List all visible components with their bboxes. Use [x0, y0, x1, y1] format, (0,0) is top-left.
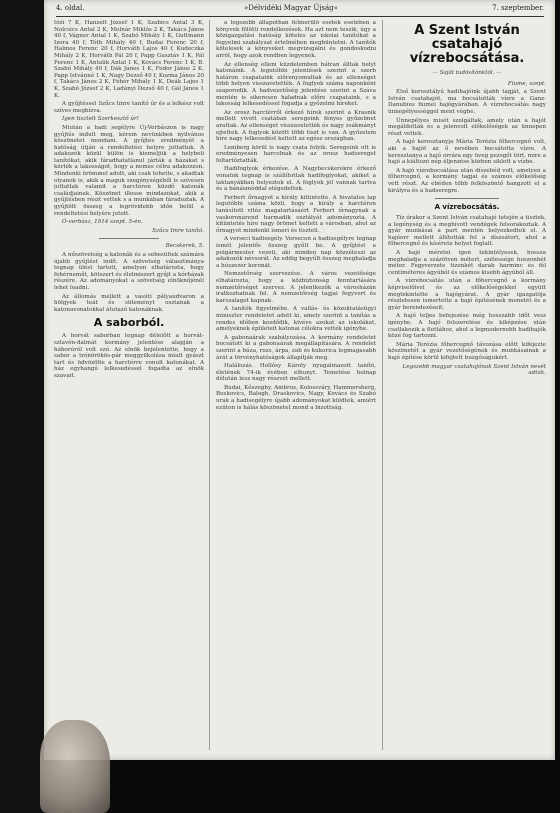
signature: Legszebb magyar csatahajónak Szent István nevét adták. — [402, 363, 546, 377]
divider — [435, 198, 498, 199]
article-paragraph: Ünnepélyes misét szolgáltak, amely után a hajót megáldották és a jelenvolt előkelőségek az ünnepen részt vettek. — [388, 117, 546, 137]
scan-left-margin — [0, 0, 44, 813]
article-paragraph: A hajó keresztanyja Mária Terézia főhercegnő volt, aki a hajót az ő nevében bocsátotta vízre. A keresztanya a hajó orrára egy üveg pezsgőt tört, mire a hajó a kiáltozó nép éljenzése közben siklott a vízbe. — [388, 139, 546, 166]
issue-date: 7. szeptember. — [492, 4, 544, 12]
article-paragraph: A hajó teljes befejezése még hosszabb időt vesz igénybe. A hajó felszerelése és kiképzése után csatlakozik a flottához, ahol a legmodernebb hadihajók közé fog tartozni. — [388, 313, 546, 340]
article-paragraph: a legszebb állapotban felmerülő esetek esetében a könyvek fölötti rendelkezések. Ha azt nem teszik, úgy a közigazgatási hatóság köteles az iskolai tanítókat a fegyelmi szabályzat értelmében megbüntetni. A tanítók kötelesek a könyveket megvizsgálni és gondoskodni arról, hogy azok rendben legyenek. — [216, 20, 376, 59]
article-paragraph: A gyűjtéssel Szűcs Imre tanító úr és a lelkész volt szíves megbízva. — [54, 101, 204, 114]
page-header — [56, 4, 544, 17]
article-paragraph: Az ellenség elleni küzdelemben bátran álltak helyt katonáink. A legutóbbi jelentések szerint a szerb határon csapataink előrenyomultak és az ellenséget több helyen visszavetették. A foglyok száma naponként szaporodik. A hadvezetőség jelentése szerint a Száva mentén is sikeresen haladnak előre csapataink, s a lakosság lelkesedéssel fogadja a győzelmi híreket. — [216, 61, 376, 108]
column-1 — [54, 20, 204, 750]
newspaper-page — [44, 0, 555, 760]
article-paragraph: Első korosztályú hadihajóink újabb tagját, a Szent István csatahajót, ma bocsátották vízre a Ganz-Danubius fiumei hajógyárában. A vízrebocsátás nagy ünnepélyességgel ment végbe. — [388, 89, 546, 115]
column-2 — [216, 20, 376, 750]
headline-sabor: A saborból. — [93, 316, 165, 330]
article-paragraph: Lemberg körül is nagy csata folyik. Seregeink ott is eredményesen harcolnak és az orosz hadsereget feltartóztatták. — [216, 144, 376, 164]
article-paragraph: Ferbert őrnagyot a király kitüntette. A hivatalos lap legutóbbi száma közli, hogy a király a harctéren tanúsított vitéz magatartásáért Ferbert őrnagynak a vaskoronarend harmadik osztályát adományozta. A kitüntetés híre nagy örömet keltett a városban, ahol az őrnagyot mindenki ismeri és tiszteli. — [216, 194, 376, 234]
article-paragraph: A verseci hadisegély. Versecen a hadisegélyre tegnap ismét jelentős összeg gyűlt be. A gyűjtést a polgármester vezeti, aki minden nap közzéteszi az adakozók névsorát. Az eddig begyűlt összeg meghaladja a húszezer koronát. — [216, 236, 376, 269]
dateline: Fiume, szept. — [507, 80, 546, 87]
dateline: Ó-verbász, 1914 szept. 5-én. — [62, 219, 143, 226]
paper-title: »Délvidéki Magyar Újság« — [244, 4, 338, 12]
article-paragraph: A tanítók figyelmébe. A vallás- és közoktatásügyi miniszter rendeletet adott ki, amely szerint a tanítás a rendes időben kezdődik, kivéve azokat az iskolákat, amelyeknek épületeit katonai célokra vették igénybe. — [216, 306, 376, 333]
article-paragraph: A nőszövetség a katonák és a sebesültek számára újabb gyűjtést indít. A szövetség választmánya tegnap ülést tartott, amelyen elhatározta, hogy fehérneműt, kötszert és élelmiszert gyűjt a kórházak részére. Az adományokat a szövetség elnöknőjénél lehet leadni. — [54, 252, 204, 291]
subheadline: — Saját tudósítónktól. — — [432, 70, 502, 76]
subheadline-vizrebocsatas: A vízrebocsátás. — [434, 203, 500, 212]
city-dateline: Becskerek, 5. — [165, 243, 204, 250]
column-rule — [382, 20, 383, 750]
article-paragraph: A gabonaárak szabályozása. A kormány rendeletet bocsátott ki a gabonaárak megállapítására. A rendelet szerint a búza, rozs, árpa, zab és kukorica legmagasabb árát a törvényhatóságok állapítják meg. — [216, 334, 376, 361]
letter-salutation: Igen tisztelt Szerkesztő úr! — [62, 116, 139, 123]
article-paragraph: Nemzetőrség szervezése. A város vezetősége elhatározta, hogy a közbiztonság fenntartására nemzetőrséget szervez. A jelentkezők a városházán iratkozhatnak fel. A nemzetőrség tagjai fegyvert és karszalagot kapnak. — [216, 271, 376, 304]
article-paragraph: A horvát saborban tegnap délelőtt a horvát-szlavón-dalmát kormány jelentése alapján a háborúról volt szó. Az elnök bejelentette, hogy a sabor a trónörökös-pár meggyilkolása miatt gyászt tart és üdvözölte a harctérre vonult katonákat. A ház egyhangú lelkesedéssel fogadta az elnök szavait. — [54, 333, 204, 379]
headline-szent-istvan: A Szent István csatahajó vízrebocsátása. — [409, 23, 525, 66]
article-paragraph: Budai, Kőszeghy, Ambrus, Kolossváry, Hammersberg, Boskovics, Balogh, Draskovics, Nagy, Kovács és Szabó urak a hadisegélyre újabb adományokat küldtek, amiért ezúton is hálás köszönetet mond a bizottság. — [216, 384, 376, 411]
article-paragraph: Tíz órakor a Szent István csatahajó tetején a tisztek, a legénység és a meghívott vendégek felsorakoztak. A gyár munkásai a part mentén helyezkedtek el. A hajóorr mellett állították fel a díszsátort, ahol a főhercegnő és kísérete helyet foglalt. — [388, 215, 546, 248]
article-paragraph: Hadifoglyok érkezése. A Nagybecskerekre érkező vonatok tegnap is szállítottak hadifoglyokat, akiket a laktanyákban helyeztek el. A foglyok jól vannak tartva és a bánásmóddal elégedettek. — [216, 166, 376, 193]
scanner-thumb — [40, 720, 110, 813]
divider — [99, 238, 159, 239]
column-rule — [209, 20, 210, 750]
article-paragraph: Az állomás mellett a vasúti pályaudvaron a hölgyek teát és süteményt osztanak a katonavonatokkal átutazó katonáknak. — [54, 293, 204, 313]
donor-list: tőzi 7 K, Hanzelt József 1 K, Szabics Antal 3 K, Nolcsics Antal 2 K, Molnár Miklós 2 K, Takács János 40 f, Vágner Antal 1 K, Szabó Mihály 1 K, Guttmann Izora 40 f, Tóth Mihály 40 f, Budai Ferenc 20 f, Halmos Ferenc 20 f, Horváth Lajos 40 f, Kudeczka Mihály 2 K, Horváth Pál 20 f, Papp Gusztáv 1 K, Pál Ferenc 1 K, Antalik Antal 1 K, Kovács Ferenc 1 K, B. Szabó Mihály 40 f, Dák János 1 K, Fodor János 2 K, Papp Istvánné 1 K, Nagy Dezső 40 f, Kozma János 20 f, Takács János 2 K, Fehér Mihály 1 K, Deák Lajos 1 K, Szabó József 2 K, Ladányi Dezső 40 f, Gál János 1 K. — [54, 20, 204, 99]
article-paragraph: Az orosz harctérről érkező hírek szerint a Krasnik mellett vívott csatában seregeink fényes győzelmet arattak. Az ellenséget visszavetették és nagy zsákmányt ejtettek. A foglyok között több tiszt is van. A győzelem híre nagy lelkesedést keltett az egész országban. — [216, 109, 376, 143]
signature: Szűcs Imre tanító. — [152, 227, 204, 234]
article-paragraph: A hajó méretei igen tekintélyesek, hossza meghaladja a százötven métert, szélessége huszonhét méter. Fegyverzete tizenkét darab harminc és fél centiméteres ágyúból és számos kisebb ágyúból áll. — [388, 250, 546, 276]
article-paragraph: Halálozás. Hollósy Károly nyugalmazott tanító, életének 74-ik évében elhunyt. Temetése holnap délután lesz nagy részvét mellett. — [216, 363, 376, 383]
article-paragraph: Mária Terézia főhercegnő távozása előtt kifejezte köszönetét a gyár vezetőségének és munkásainak a hajó építése körül kifejtett buzgóságukért. — [388, 341, 546, 361]
article-paragraph: Miután a hadi segélyre Új-Verbászon is nagy gyűjtés indult meg, kérem nevünkben nyilvános köszönetet mondani. A gyűjtés eredményét a hatóság útján a rendeltetési helyre juttattuk. A adakozók közül külön is kiemeljük a helybeli tanítókat, akik fáradhatatlanul járták a házakat s kérték a lakosságot, hogy a nemes célra adakozzon. Mindenki örömmel adott, aki csak tehette, s akadtak olyanok is, akik a maguk szegénységéből is szívesen juttattak valamit a harctéren küzdő katonák családjainak. Köszönet illesse mindazokat, akik a gyűjtésben részt vettek s a munkában fáradoztak. A gyűjtött összeg a legrövidebb időn belül a rendeltetési helyére jutott. — [54, 124, 204, 217]
page-number: 4. oldal. — [56, 4, 85, 12]
article-paragraph: A hajó vízrebocsátása után díszebéd volt, amelyen a főhercegnő, a kormány tagjai és számos előkelőség vett részt. Az ebéden több felköszöntő hangzott el a királyra és a hadseregre. — [388, 167, 546, 194]
article-paragraph: A vízrebocsátás után a főhercegnő a kormány képviselőivel és az előkelőségekkel együtt megtekintette a hajógyárat. A gyár igazgatója részletesen ismertette a hajó építésének menetét és a gyár berendezéseit. — [388, 278, 546, 311]
column-3 — [388, 20, 546, 750]
